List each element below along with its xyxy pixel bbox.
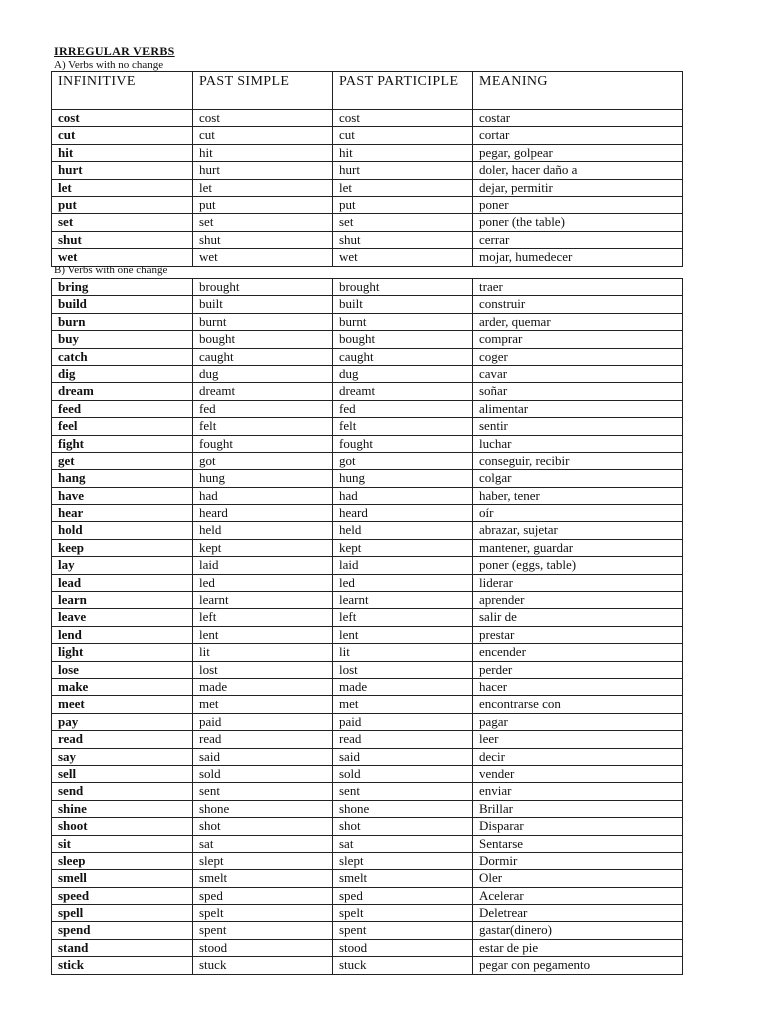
past-simple-cell: bought [193, 331, 333, 348]
meaning-cell: cerrar [473, 231, 683, 248]
meaning-cell: enviar [473, 783, 683, 800]
meaning-cell: conseguir, recibir [473, 452, 683, 469]
past-participle-cell: spelt [333, 905, 473, 922]
past-simple-cell: held [193, 522, 333, 539]
past-simple-cell: spent [193, 922, 333, 939]
infinitive-cell: bring [52, 279, 193, 296]
infinitive-cell: cut [52, 127, 193, 144]
table-a-body [52, 110, 683, 267]
past-simple-cell: stuck [193, 957, 333, 974]
table-row [52, 144, 683, 161]
past-participle-cell: set [333, 214, 473, 231]
meaning-cell: Disparar [473, 818, 683, 835]
infinitive-cell: hurt [52, 162, 193, 179]
meaning-cell: encontrarse con [473, 696, 683, 713]
infinitive-cell: lose [52, 661, 193, 678]
infinitive-cell: light [52, 644, 193, 661]
past-simple-cell: laid [193, 557, 333, 574]
meaning-cell: cavar [473, 365, 683, 382]
past-participle-cell: hurt [333, 162, 473, 179]
past-simple-cell: paid [193, 713, 333, 730]
past-simple-cell: met [193, 696, 333, 713]
past-participle-cell: wet [333, 249, 473, 266]
past-participle-cell: had [333, 487, 473, 504]
past-simple-cell: dug [193, 365, 333, 382]
table-row [52, 748, 683, 765]
past-participle-cell: hit [333, 144, 473, 161]
table-row [52, 870, 683, 887]
past-simple-cell: led [193, 574, 333, 591]
infinitive-cell: stand [52, 939, 193, 956]
past-simple-cell: kept [193, 539, 333, 556]
meaning-cell: cortar [473, 127, 683, 144]
infinitive-cell: shine [52, 800, 193, 817]
section-b-caption: B) Verbs with one change [54, 264, 168, 276]
table-row [52, 110, 683, 127]
meaning-cell: oír [473, 505, 683, 522]
infinitive-cell: speed [52, 887, 193, 904]
meaning-cell: Sentarse [473, 835, 683, 852]
past-simple-cell: stood [193, 939, 333, 956]
meaning-cell: vender [473, 765, 683, 782]
no-change-verbs-table [51, 71, 683, 267]
past-simple-cell: cut [193, 127, 333, 144]
table-row [52, 162, 683, 179]
meaning-cell: estar de pie [473, 939, 683, 956]
meaning-cell: costar [473, 110, 683, 127]
past-simple-cell: learnt [193, 592, 333, 609]
table-row [52, 661, 683, 678]
past-participle-cell: caught [333, 348, 473, 365]
past-participle-cell: slept [333, 852, 473, 869]
past-participle-cell: sped [333, 887, 473, 904]
table-row [52, 818, 683, 835]
past-participle-cell: kept [333, 539, 473, 556]
infinitive-cell: cost [52, 110, 193, 127]
meaning-cell: gastar(dinero) [473, 922, 683, 939]
past-simple-cell: caught [193, 348, 333, 365]
meaning-cell: abrazar, sujetar [473, 522, 683, 539]
table-row [52, 400, 683, 417]
infinitive-cell: send [52, 783, 193, 800]
infinitive-cell: hear [52, 505, 193, 522]
past-simple-cell: slept [193, 852, 333, 869]
past-participle-cell: felt [333, 418, 473, 435]
infinitive-cell: leave [52, 609, 193, 626]
infinitive-cell: have [52, 487, 193, 504]
past-participle-cell: learnt [333, 592, 473, 609]
infinitive-cell: lead [52, 574, 193, 591]
past-simple-cell: had [193, 487, 333, 504]
past-participle-cell: stuck [333, 957, 473, 974]
past-participle-cell: shone [333, 800, 473, 817]
table-row [52, 365, 683, 382]
past-simple-cell: left [193, 609, 333, 626]
infinitive-cell: fight [52, 435, 193, 452]
table-row [52, 435, 683, 452]
infinitive-cell: learn [52, 592, 193, 609]
meaning-cell: Oler [473, 870, 683, 887]
document-title: IRREGULAR VERBS [54, 44, 175, 58]
infinitive-cell: get [52, 452, 193, 469]
infinitive-cell: set [52, 214, 193, 231]
meaning-cell: decir [473, 748, 683, 765]
table-row [52, 835, 683, 852]
past-simple-cell: lit [193, 644, 333, 661]
table-row [52, 313, 683, 330]
meaning-cell: poner (the table) [473, 214, 683, 231]
infinitive-cell: spend [52, 922, 193, 939]
meaning-cell: liderar [473, 574, 683, 591]
past-participle-cell: burnt [333, 313, 473, 330]
table-row [52, 887, 683, 904]
past-participle-cell: read [333, 731, 473, 748]
table-row [52, 418, 683, 435]
table-row [52, 383, 683, 400]
infinitive-cell: sit [52, 835, 193, 852]
past-participle-cell: hung [333, 470, 473, 487]
infinitive-cell: shoot [52, 818, 193, 835]
table-b-body [52, 279, 683, 975]
infinitive-cell: dig [52, 365, 193, 382]
past-participle-cell: fought [333, 435, 473, 452]
table-row [52, 196, 683, 213]
past-simple-cell: felt [193, 418, 333, 435]
past-participle-cell: smelt [333, 870, 473, 887]
table-row [52, 452, 683, 469]
meaning-cell: mantener, guardar [473, 539, 683, 556]
table-row [52, 905, 683, 922]
table-row [52, 609, 683, 626]
table-row [52, 331, 683, 348]
infinitive-cell: put [52, 196, 193, 213]
table-row [52, 539, 683, 556]
table-row [52, 800, 683, 817]
table-row [52, 783, 683, 800]
past-simple-cell: built [193, 296, 333, 313]
past-simple-cell: sped [193, 887, 333, 904]
meaning-cell: alimentar [473, 400, 683, 417]
past-participle-cell: dug [333, 365, 473, 382]
meaning-cell: colgar [473, 470, 683, 487]
infinitive-cell: build [52, 296, 193, 313]
past-participle-cell: led [333, 574, 473, 591]
past-participle-cell: met [333, 696, 473, 713]
past-participle-cell: cut [333, 127, 473, 144]
meaning-cell: arder, quemar [473, 313, 683, 330]
meaning-cell: traer [473, 279, 683, 296]
table-row [52, 470, 683, 487]
meaning-cell: salir de [473, 609, 683, 626]
past-simple-cell: hurt [193, 162, 333, 179]
table-row [52, 731, 683, 748]
past-simple-cell: lost [193, 661, 333, 678]
past-participle-cell: brought [333, 279, 473, 296]
past-simple-cell: hung [193, 470, 333, 487]
past-simple-cell: fought [193, 435, 333, 452]
infinitive-cell: catch [52, 348, 193, 365]
past-participle-cell: cost [333, 110, 473, 127]
infinitive-cell: spell [52, 905, 193, 922]
past-simple-cell: shone [193, 800, 333, 817]
meaning-cell: pegar con pegamento [473, 957, 683, 974]
infinitive-cell: feel [52, 418, 193, 435]
meaning-cell: aprender [473, 592, 683, 609]
infinitive-cell: sell [52, 765, 193, 782]
table-row [52, 644, 683, 661]
past-participle-cell: heard [333, 505, 473, 522]
infinitive-cell: smell [52, 870, 193, 887]
meaning-cell: poner [473, 196, 683, 213]
meaning-cell: construir [473, 296, 683, 313]
past-simple-cell: shut [193, 231, 333, 248]
infinitive-cell: let [52, 179, 193, 196]
past-participle-cell: spent [333, 922, 473, 939]
past-participle-cell: fed [333, 400, 473, 417]
past-simple-cell: sent [193, 783, 333, 800]
past-participle-cell: sent [333, 783, 473, 800]
past-simple-cell: said [193, 748, 333, 765]
past-simple-cell: sat [193, 835, 333, 852]
past-participle-cell: made [333, 678, 473, 695]
past-participle-cell: lost [333, 661, 473, 678]
table-row [52, 487, 683, 504]
table-row [52, 574, 683, 591]
infinitive-cell: hit [52, 144, 193, 161]
infinitive-cell: wet [52, 249, 193, 266]
past-simple-cell: fed [193, 400, 333, 417]
infinitive-cell: sleep [52, 852, 193, 869]
past-simple-cell: dreamt [193, 383, 333, 400]
past-participle-cell: sat [333, 835, 473, 852]
table-header-row [52, 72, 683, 110]
header-infinitive: INFINITIVE [52, 72, 193, 110]
past-simple-cell: set [193, 214, 333, 231]
infinitive-cell: hang [52, 470, 193, 487]
one-change-verbs-table [51, 278, 683, 975]
meaning-cell: comprar [473, 331, 683, 348]
meaning-cell: dejar, permitir [473, 179, 683, 196]
past-participle-cell: sold [333, 765, 473, 782]
table-row [52, 922, 683, 939]
past-simple-cell: heard [193, 505, 333, 522]
meaning-cell: Acelerar [473, 887, 683, 904]
meaning-cell: sentir [473, 418, 683, 435]
table-row [52, 348, 683, 365]
infinitive-cell: meet [52, 696, 193, 713]
table-row [52, 957, 683, 974]
past-simple-cell: put [193, 196, 333, 213]
meaning-cell: Deletrear [473, 905, 683, 922]
past-participle-cell: held [333, 522, 473, 539]
past-simple-cell: let [193, 179, 333, 196]
infinitive-cell: make [52, 678, 193, 695]
table-row [52, 179, 683, 196]
table-row [52, 626, 683, 643]
past-participle-cell: let [333, 179, 473, 196]
past-participle-cell: dreamt [333, 383, 473, 400]
infinitive-cell: lay [52, 557, 193, 574]
infinitive-cell: hold [52, 522, 193, 539]
infinitive-cell: dream [52, 383, 193, 400]
table-row [52, 713, 683, 730]
past-participle-cell: shot [333, 818, 473, 835]
table-row [52, 939, 683, 956]
past-simple-cell: made [193, 678, 333, 695]
table-row [52, 592, 683, 609]
infinitive-cell: buy [52, 331, 193, 348]
table-row [52, 231, 683, 248]
meaning-cell: coger [473, 348, 683, 365]
table-row [52, 522, 683, 539]
infinitive-cell: pay [52, 713, 193, 730]
header-past-participle: PAST PARTICIPLE [333, 72, 473, 110]
table-row [52, 505, 683, 522]
table-row [52, 279, 683, 296]
past-participle-cell: built [333, 296, 473, 313]
table-row [52, 852, 683, 869]
past-participle-cell: said [333, 748, 473, 765]
meaning-cell: Brillar [473, 800, 683, 817]
past-participle-cell: lit [333, 644, 473, 661]
table-row [52, 214, 683, 231]
table-row [52, 696, 683, 713]
past-participle-cell: bought [333, 331, 473, 348]
past-simple-cell: spelt [193, 905, 333, 922]
meaning-cell: pagar [473, 713, 683, 730]
infinitive-cell: burn [52, 313, 193, 330]
past-simple-cell: lent [193, 626, 333, 643]
past-simple-cell: shot [193, 818, 333, 835]
table-row [52, 296, 683, 313]
meaning-cell: haber, tener [473, 487, 683, 504]
header-past-simple: PAST SIMPLE [193, 72, 333, 110]
table-row [52, 557, 683, 574]
past-participle-cell: shut [333, 231, 473, 248]
meaning-cell: pegar, golpear [473, 144, 683, 161]
meaning-cell: prestar [473, 626, 683, 643]
past-simple-cell: cost [193, 110, 333, 127]
meaning-cell: mojar, humedecer [473, 249, 683, 266]
past-participle-cell: put [333, 196, 473, 213]
meaning-cell: soñar [473, 383, 683, 400]
past-simple-cell: wet [193, 249, 333, 266]
past-simple-cell: burnt [193, 313, 333, 330]
past-participle-cell: lent [333, 626, 473, 643]
header-meaning: MEANING [473, 72, 683, 110]
past-participle-cell: stood [333, 939, 473, 956]
past-simple-cell: smelt [193, 870, 333, 887]
past-participle-cell: laid [333, 557, 473, 574]
past-participle-cell: got [333, 452, 473, 469]
meaning-cell: hacer [473, 678, 683, 695]
section-a-caption: A) Verbs with no change [54, 59, 164, 71]
past-participle-cell: left [333, 609, 473, 626]
table-row [52, 127, 683, 144]
infinitive-cell: keep [52, 539, 193, 556]
past-simple-cell: hit [193, 144, 333, 161]
meaning-cell: leer [473, 731, 683, 748]
infinitive-cell: lend [52, 626, 193, 643]
past-simple-cell: sold [193, 765, 333, 782]
table-row [52, 678, 683, 695]
meaning-cell: perder [473, 661, 683, 678]
meaning-cell: encender [473, 644, 683, 661]
infinitive-cell: say [52, 748, 193, 765]
table-row [52, 765, 683, 782]
past-simple-cell: brought [193, 279, 333, 296]
infinitive-cell: stick [52, 957, 193, 974]
meaning-cell: doler, hacer daño a [473, 162, 683, 179]
meaning-cell: Dormir [473, 852, 683, 869]
meaning-cell: luchar [473, 435, 683, 452]
meaning-cell: poner (eggs, table) [473, 557, 683, 574]
past-simple-cell: read [193, 731, 333, 748]
infinitive-cell: read [52, 731, 193, 748]
past-participle-cell: paid [333, 713, 473, 730]
infinitive-cell: shut [52, 231, 193, 248]
past-simple-cell: got [193, 452, 333, 469]
infinitive-cell: feed [52, 400, 193, 417]
